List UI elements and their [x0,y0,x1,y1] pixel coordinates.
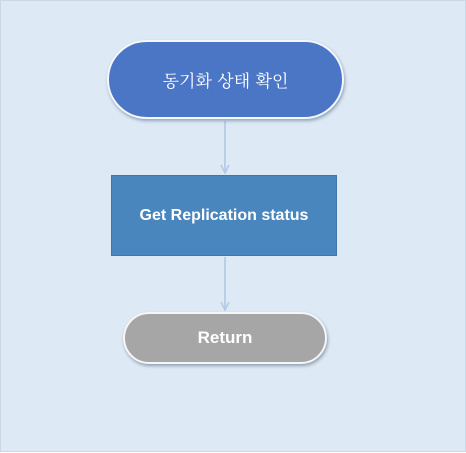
start-terminator-node: 동기화 상태 확인 [107,40,344,119]
process-node-get-replication-status: Get Replication status [111,175,337,256]
end-terminator-node: Return [123,312,327,364]
